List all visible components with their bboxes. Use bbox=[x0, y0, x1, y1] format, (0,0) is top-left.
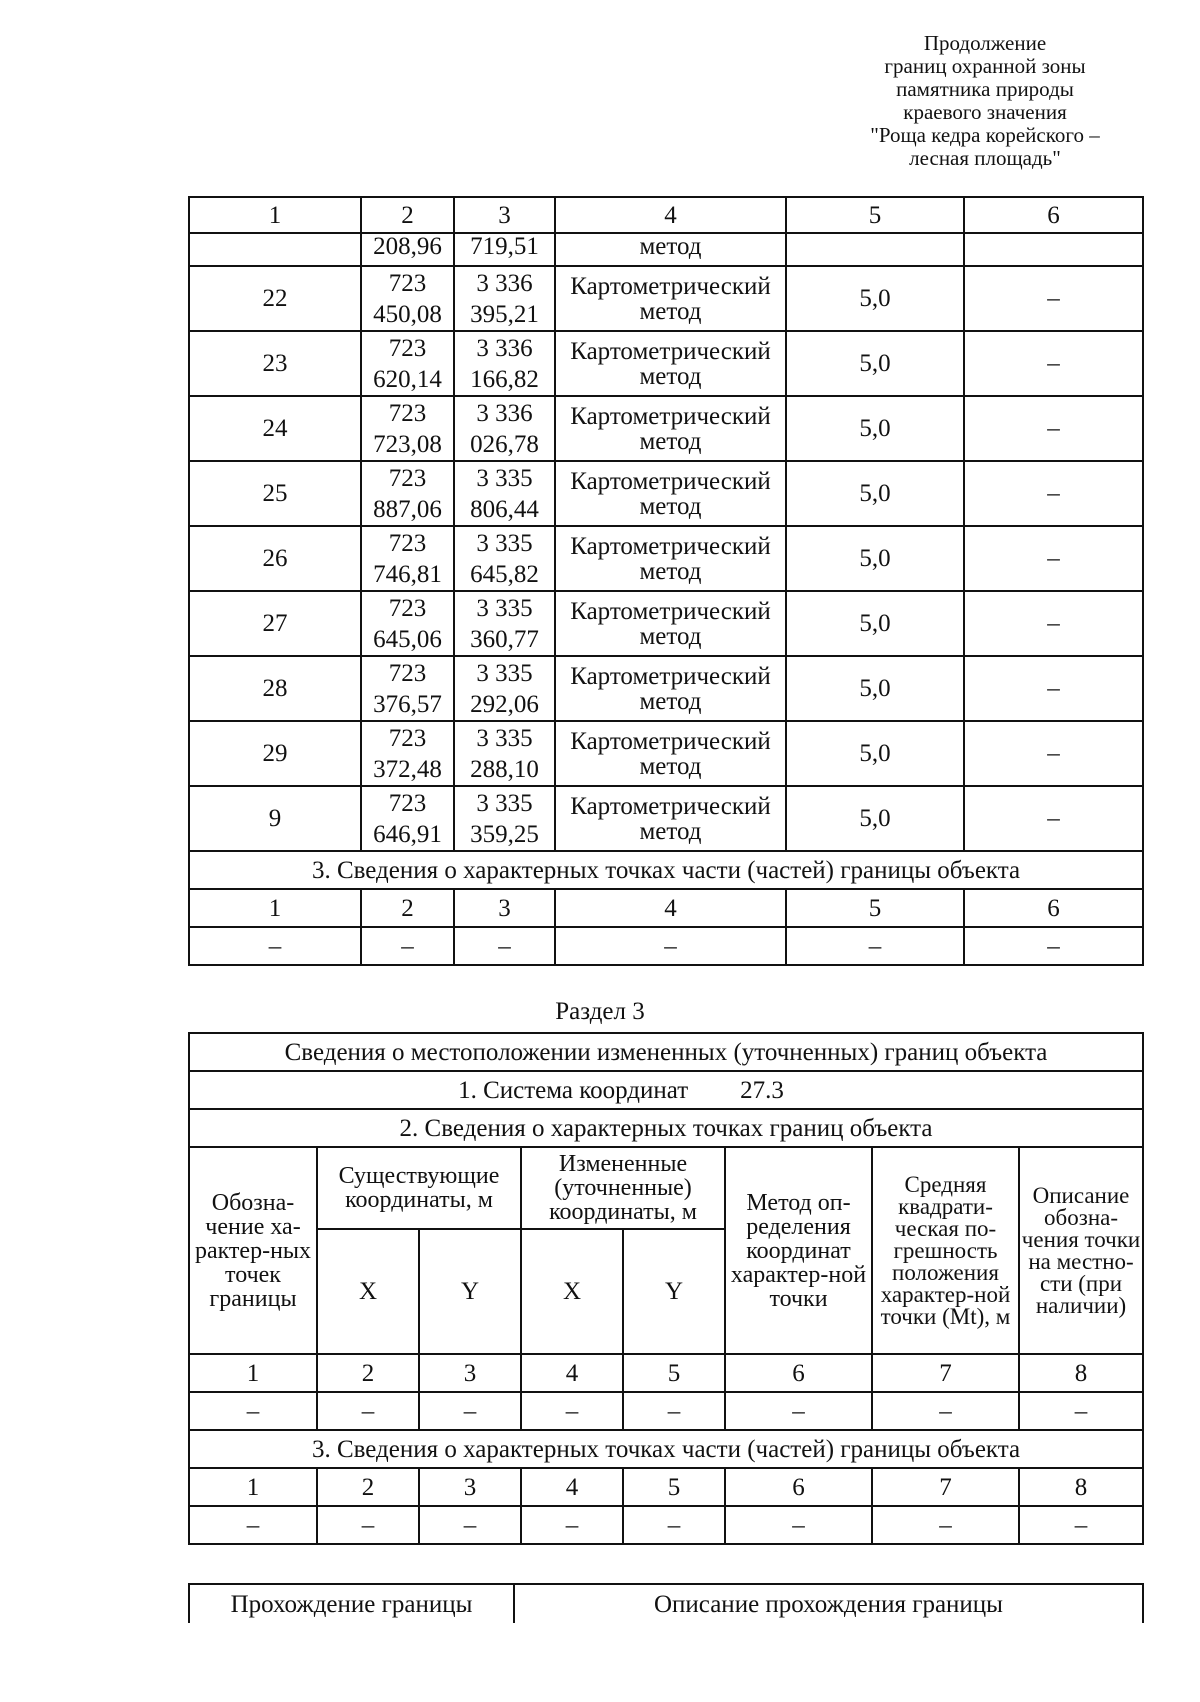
section-row bbox=[189, 851, 1143, 889]
col-number: 4 bbox=[521, 1354, 623, 1392]
x-part: 620,14 bbox=[373, 365, 442, 393]
col-number: 2 bbox=[317, 1468, 419, 1506]
y-part: 3 335 bbox=[476, 594, 533, 622]
y-part: 026,78 bbox=[470, 430, 539, 458]
x-part: 723 bbox=[388, 529, 427, 557]
method-line: метод bbox=[639, 752, 702, 780]
description: – bbox=[964, 786, 1143, 851]
method-line: Картометрический bbox=[570, 402, 771, 430]
x-coordinate bbox=[361, 396, 454, 461]
method bbox=[555, 526, 786, 591]
description: – bbox=[964, 396, 1143, 461]
column-number-row bbox=[189, 889, 1143, 927]
y-coordinate bbox=[454, 721, 555, 786]
col-number: 5 bbox=[623, 1354, 725, 1392]
accuracy: 5,0 bbox=[786, 526, 964, 591]
description: – bbox=[964, 461, 1143, 526]
y-header: Y bbox=[623, 1229, 725, 1354]
document-header bbox=[820, 32, 1150, 170]
col-number: 2 bbox=[317, 1354, 419, 1392]
x-part: 723,08 bbox=[373, 430, 442, 458]
method-line: Картометрический bbox=[570, 337, 771, 365]
table-row bbox=[189, 233, 1143, 266]
method-line: Картометрический bbox=[570, 467, 771, 495]
dash-cell: – bbox=[521, 1506, 623, 1544]
col-number: 2 bbox=[361, 197, 454, 233]
dash-cell: – bbox=[317, 1506, 419, 1544]
method-line: метод bbox=[639, 427, 702, 455]
table-row bbox=[189, 526, 1143, 591]
header-line: краевого значения bbox=[903, 100, 1067, 124]
column-number-row bbox=[189, 197, 1143, 233]
column-number-row bbox=[189, 1468, 1143, 1506]
method bbox=[555, 786, 786, 851]
description: – bbox=[964, 656, 1143, 721]
description-cell bbox=[964, 233, 1143, 266]
dash-cell: – bbox=[623, 1506, 725, 1544]
points-title-row bbox=[189, 1109, 1143, 1147]
point-number: 29 bbox=[189, 721, 361, 786]
col-number: 1 bbox=[189, 1468, 317, 1506]
x-coordinate bbox=[361, 331, 454, 396]
col-number: 4 bbox=[521, 1468, 623, 1506]
col-number: 1 bbox=[189, 197, 361, 233]
part-title: 3. Сведения о характерных точках части (частей) границы объекта bbox=[189, 1430, 1143, 1468]
method bbox=[555, 396, 786, 461]
dash-cell: – bbox=[361, 927, 454, 965]
accuracy: 5,0 bbox=[786, 721, 964, 786]
boundary-description-header: Описание прохождения границы bbox=[514, 1584, 1143, 1623]
col-number: 5 bbox=[786, 889, 964, 927]
system-row bbox=[189, 1071, 1143, 1109]
x-coordinate bbox=[361, 526, 454, 591]
table-row bbox=[189, 331, 1143, 396]
point-number: 23 bbox=[189, 331, 361, 396]
accuracy: 5,0 bbox=[786, 656, 964, 721]
description: – bbox=[964, 721, 1143, 786]
table-row bbox=[189, 1392, 1143, 1430]
method-line: метод bbox=[639, 362, 702, 390]
table-row bbox=[189, 786, 1143, 851]
section-heading: Раздел 3 bbox=[555, 998, 645, 1025]
accuracy: 5,0 bbox=[786, 786, 964, 851]
method-line: метод bbox=[639, 297, 702, 325]
header-line: Продолжение bbox=[923, 31, 1047, 55]
x-part: 723 bbox=[388, 724, 427, 752]
dash-cell: – bbox=[189, 927, 361, 965]
method bbox=[555, 461, 786, 526]
method bbox=[555, 591, 786, 656]
table-row bbox=[189, 927, 1143, 965]
x-part: 723 bbox=[388, 399, 427, 427]
col-number: 4 bbox=[555, 197, 786, 233]
y-header: Y bbox=[419, 1229, 521, 1354]
method bbox=[555, 266, 786, 331]
x-coordinate bbox=[361, 266, 454, 331]
dash-cell: – bbox=[419, 1392, 521, 1430]
dash-cell: – bbox=[964, 927, 1143, 965]
dash-cell: – bbox=[189, 1392, 317, 1430]
boundary-passage-header: Прохождение границы bbox=[189, 1584, 514, 1623]
method-line: Картометрический bbox=[570, 272, 771, 300]
table-row bbox=[189, 396, 1143, 461]
y-coordinate bbox=[454, 396, 555, 461]
table-row bbox=[189, 461, 1143, 526]
y-part: 292,06 bbox=[470, 690, 539, 718]
x-part: 645,06 bbox=[373, 625, 442, 653]
col-number: 8 bbox=[1019, 1468, 1143, 1506]
col-number: 3 bbox=[419, 1354, 521, 1392]
y-coordinate bbox=[454, 526, 555, 591]
accuracy: 5,0 bbox=[786, 461, 964, 526]
part-title-row bbox=[189, 1430, 1143, 1468]
point-number: 25 bbox=[189, 461, 361, 526]
dash-cell: – bbox=[725, 1392, 872, 1430]
x-part: 723 bbox=[388, 269, 427, 297]
y-coordinate bbox=[454, 461, 555, 526]
point-number: 28 bbox=[189, 656, 361, 721]
col-number: 6 bbox=[725, 1354, 872, 1392]
boundary-description-table bbox=[188, 1583, 1144, 1623]
method-line: Картометрический bbox=[570, 662, 771, 690]
changed-coords-header: Измененные (уточненные) координаты, м bbox=[521, 1147, 725, 1229]
col-number: 1 bbox=[189, 1354, 317, 1392]
method-header: Метод оп-ределения координат характер-ной точки bbox=[725, 1147, 872, 1354]
x-part: 376,57 bbox=[373, 690, 442, 718]
dash-cell: – bbox=[623, 1392, 725, 1430]
description-header: Описание обозна-чения точки на местно-сти (при наличии) bbox=[1019, 1147, 1143, 1354]
method-line: Картометрический bbox=[570, 727, 771, 755]
x-coordinate bbox=[361, 591, 454, 656]
header-line: лесная площадь" bbox=[909, 146, 1061, 170]
y-part: 3 335 bbox=[476, 659, 533, 687]
x-part: 723 bbox=[388, 334, 427, 362]
method-line: метод bbox=[639, 622, 702, 650]
y-part: 806,44 bbox=[470, 495, 539, 523]
description: – bbox=[964, 266, 1143, 331]
x-part: 723 bbox=[388, 464, 427, 492]
point-number: 22 bbox=[189, 266, 361, 331]
y-part: 395,21 bbox=[470, 300, 539, 328]
method-line: метод bbox=[639, 557, 702, 585]
method-cell: метод bbox=[555, 233, 786, 266]
method bbox=[555, 656, 786, 721]
col-number: 8 bbox=[1019, 1354, 1143, 1392]
x-coordinate bbox=[361, 721, 454, 786]
section-title: 3. Сведения о характерных точках части (частей) границы объекта bbox=[189, 851, 1143, 889]
changed-boundaries-table bbox=[188, 1032, 1144, 1545]
y-coordinate bbox=[454, 591, 555, 656]
table-row bbox=[189, 1506, 1143, 1544]
dash-cell: – bbox=[872, 1506, 1019, 1544]
points-title: 2. Сведения о характерных точках границ объекта bbox=[189, 1109, 1143, 1147]
col-number: 7 bbox=[872, 1354, 1019, 1392]
col-number: 7 bbox=[872, 1468, 1019, 1506]
accuracy: 5,0 bbox=[786, 396, 964, 461]
table-body bbox=[189, 266, 1143, 851]
method bbox=[555, 721, 786, 786]
dash-cell: – bbox=[786, 927, 964, 965]
system-label-text: 1. Система координат bbox=[458, 1076, 689, 1104]
col-number: 4 bbox=[555, 889, 786, 927]
y-part: 288,10 bbox=[470, 755, 539, 783]
coordinate-system bbox=[189, 1071, 1143, 1109]
x-part: 746,81 bbox=[373, 560, 442, 588]
title-row bbox=[189, 1033, 1143, 1071]
y-part: 3 336 bbox=[476, 334, 533, 362]
col-number: 3 bbox=[419, 1468, 521, 1506]
accuracy-header: Средняя квадрати-ческая по-грешность положения характер-ной точки (Mt), м bbox=[872, 1147, 1019, 1354]
table-row bbox=[189, 591, 1143, 656]
col-number: 3 bbox=[454, 889, 555, 927]
y-part: 645,82 bbox=[470, 560, 539, 588]
dash-cell: – bbox=[419, 1506, 521, 1544]
method-line: метод bbox=[639, 687, 702, 715]
y-coordinate bbox=[454, 266, 555, 331]
x-coordinate bbox=[361, 461, 454, 526]
point-cell bbox=[189, 233, 361, 266]
method-line: Картометрический bbox=[570, 792, 771, 820]
table-row bbox=[189, 721, 1143, 786]
accuracy: 5,0 bbox=[786, 266, 964, 331]
y-coordinate bbox=[454, 786, 555, 851]
dash-cell: – bbox=[521, 1392, 623, 1430]
y-part: 359,25 bbox=[470, 820, 539, 848]
header-row bbox=[189, 1584, 1143, 1623]
method-line: метод bbox=[639, 492, 702, 520]
point-number: 24 bbox=[189, 396, 361, 461]
point-number: 26 bbox=[189, 526, 361, 591]
x-part: 887,06 bbox=[373, 495, 442, 523]
col-number: 5 bbox=[786, 197, 964, 233]
col-number: 6 bbox=[964, 197, 1143, 233]
column-number-row bbox=[189, 1354, 1143, 1392]
x-part: 646,91 bbox=[373, 820, 442, 848]
dash-cell: – bbox=[1019, 1392, 1143, 1430]
col-number: 6 bbox=[964, 889, 1143, 927]
dash-cell: – bbox=[555, 927, 786, 965]
y-part: 3 335 bbox=[476, 789, 533, 817]
table-title: Сведения о местоположении измененных (уточненных) границ объекта bbox=[189, 1033, 1143, 1071]
point-number: 9 bbox=[189, 786, 361, 851]
y-part: 360,77 bbox=[470, 625, 539, 653]
dash-cell: – bbox=[1019, 1506, 1143, 1544]
designation-header: Обозна-чение ха-рактер-ных точек границы bbox=[189, 1147, 317, 1354]
system-label bbox=[458, 1077, 784, 1104]
dash-cell: – bbox=[725, 1506, 872, 1544]
y-coordinate bbox=[454, 331, 555, 396]
y-part: 3 335 bbox=[476, 529, 533, 557]
x-coordinate bbox=[361, 786, 454, 851]
header-line: памятника природы bbox=[896, 77, 1074, 101]
point-number: 27 bbox=[189, 591, 361, 656]
y-coordinate bbox=[454, 656, 555, 721]
col-number: 1 bbox=[189, 889, 361, 927]
accuracy: 5,0 bbox=[786, 591, 964, 656]
y-part: 3 336 bbox=[476, 269, 533, 297]
col-number: 2 bbox=[361, 889, 454, 927]
col-number: 6 bbox=[725, 1468, 872, 1506]
y-part: 166,82 bbox=[470, 365, 539, 393]
y-part: 3 335 bbox=[476, 464, 533, 492]
existing-coords-header: Существующие координаты, м bbox=[317, 1147, 521, 1229]
x-part: 723 bbox=[388, 659, 427, 687]
table-row bbox=[189, 656, 1143, 721]
system-value: 27.3 bbox=[740, 1076, 784, 1104]
x-coordinate bbox=[361, 656, 454, 721]
dash-cell: – bbox=[872, 1392, 1019, 1430]
header-row bbox=[189, 1147, 1143, 1229]
method-line: метод bbox=[639, 817, 702, 845]
header-line: "Роща кедра корейского – bbox=[870, 123, 1100, 147]
y-part: 3 335 bbox=[476, 724, 533, 752]
accuracy: 5,0 bbox=[786, 331, 964, 396]
accuracy-cell bbox=[786, 233, 964, 266]
col-number: 3 bbox=[454, 197, 555, 233]
x-part: 450,08 bbox=[373, 300, 442, 328]
method-line: Картометрический bbox=[570, 532, 771, 560]
x-header: X bbox=[317, 1229, 419, 1354]
description: – bbox=[964, 591, 1143, 656]
header-line: границ охранной зоны bbox=[884, 54, 1086, 78]
dash-cell: – bbox=[454, 927, 555, 965]
dash-cell: – bbox=[317, 1392, 419, 1430]
description: – bbox=[964, 331, 1143, 396]
method-line: Картометрический bbox=[570, 597, 771, 625]
y-cell: 719,51 bbox=[454, 233, 555, 266]
x-part: 372,48 bbox=[373, 755, 442, 783]
method bbox=[555, 331, 786, 396]
x-header: X bbox=[521, 1229, 623, 1354]
table-row bbox=[189, 266, 1143, 331]
x-part: 723 bbox=[388, 789, 427, 817]
x-part: 723 bbox=[388, 594, 427, 622]
col-number: 5 bbox=[623, 1468, 725, 1506]
description: – bbox=[964, 526, 1143, 591]
x-cell: 208,96 bbox=[361, 233, 454, 266]
dash-cell: – bbox=[189, 1506, 317, 1544]
points-table-continued bbox=[188, 196, 1144, 966]
y-part: 3 336 bbox=[476, 399, 533, 427]
